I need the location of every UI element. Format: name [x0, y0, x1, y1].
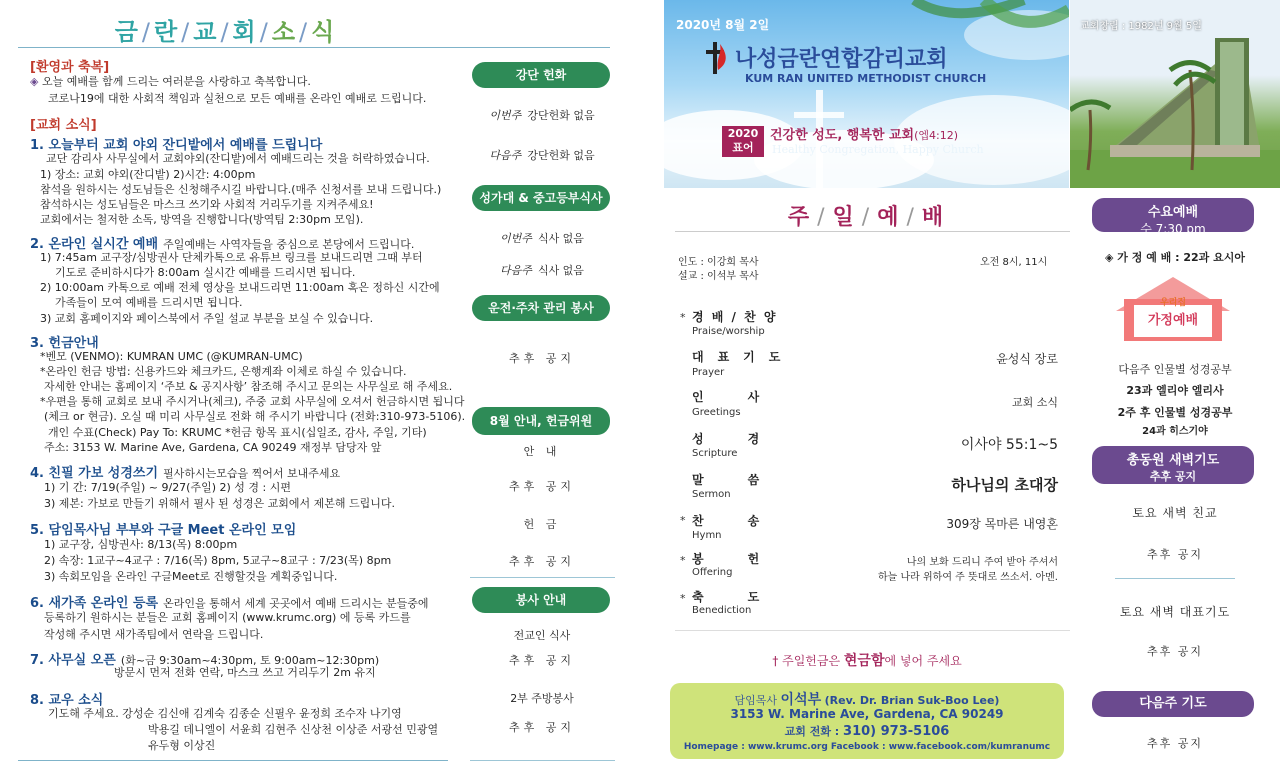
kitchen-value: 추후 공지 — [508, 721, 575, 734]
divider — [675, 231, 1070, 232]
order-item-en: Sermon — [692, 489, 731, 500]
news-title-char: 란 — [153, 18, 179, 46]
saturday-prayer: 토요 새벽 대표기도 — [1119, 605, 1231, 619]
church-name-en: KUM RAN UNITED METHODIST CHURCH — [745, 72, 987, 85]
news-item-heading: 8. 교우 소식 — [30, 693, 104, 708]
standing-mark: * — [680, 311, 686, 324]
standing-mark: * — [680, 514, 686, 527]
order-item-en: Prayer — [692, 367, 725, 378]
bible-study-after: 2주 후 인물별 성경공부 — [1117, 406, 1233, 419]
next-week-prayer-pill: 다음주 기도 — [1092, 691, 1254, 717]
news-item-heading: 5. 담임목사님 부부와 구글 Meet 온라인 모임 — [30, 523, 297, 538]
order-item-value: 윤성식 장로 — [996, 352, 1058, 366]
sermon-title: 하나님의 초대장 — [951, 476, 1058, 494]
order-item-value: 309장 목마른 내영혼 — [946, 517, 1058, 531]
news-item-line: 유두형 이상진 — [148, 739, 216, 752]
choir-next-week: 다음주 식사 없음 — [500, 264, 584, 277]
motto: 건강한 성도, 행복한 교회(엡4:12) — [770, 128, 959, 143]
bulletin-date: 2020년 8월 2일 — [676, 18, 770, 32]
altar-next-week: 다음주 강단헌화 없음 — [489, 149, 595, 162]
news-item-line: 기도로 준비하시다가 8:00am 실시간 예배를 드리시면 됩니다. — [55, 266, 356, 279]
news-item-line: 3) 교회 홈페이지와 페이스북에서 주일 설교 부분을 보실 수 있습니다. — [40, 312, 374, 325]
news-item-line: 2) 속장: 1교구~4교구 : 7/16(목) 8pm, 5교구~8교구 : 7/23(목) 8pm — [44, 554, 392, 567]
order-item-en: Benediction — [692, 605, 752, 616]
august-pill: 8월 안내, 헌금위원 — [472, 407, 610, 435]
bible-study-next: 다음주 인물별 성경공부 — [1118, 363, 1232, 376]
order-item-kr: 성경 — [692, 432, 804, 446]
news-title-char: 식 — [311, 18, 336, 46]
year-motto-badge: 2020 표어 — [722, 126, 764, 157]
news-title-char: 회 — [232, 18, 257, 46]
saturday-prayer-value: 추후 공지 — [1146, 645, 1203, 658]
news-item-line: *벤모 (VENMO): KUMRAN UMC (@KUMRAN-UMC) — [40, 350, 303, 363]
divider — [18, 47, 610, 48]
family-worship-logo: 우리집 가정예배 — [1114, 275, 1232, 343]
news-item-line: *온라인 헌금 방법: 신용카드와 체크카드, 은행계좌 이체로 하실 수 있습니다. — [40, 365, 407, 378]
welcome-line: 코로나19에 대한 사회적 책임과 실천으로 모든 예배를 온라인 예배로 드립니다. — [48, 92, 427, 105]
news-title-char: 소 — [271, 18, 297, 46]
church-phone: 교회 전화 : 310) 973-5106 — [784, 724, 950, 739]
divider — [1115, 578, 1235, 579]
welcome-line: ◈ 오늘 예배를 함께 드리는 여러분을 사랑하고 축복합니다. — [30, 75, 311, 88]
next-week-prayer-value: 추후 공지 — [1146, 737, 1203, 750]
dawn-prayer-pill: 총동원 새벽기도 추후 공지 — [1092, 446, 1254, 484]
order-item-kr: 말씀 — [692, 473, 804, 487]
news-item-heading: 6. 새가족 온라인 등록 온라인을 통해서 세계 곳곳에서 예배 드리시는 분들중에 — [30, 596, 429, 611]
news-title-char: 금 — [114, 18, 139, 46]
church-news-heading: [교회 소식] — [30, 118, 97, 133]
worship-times: 오전 8시, 11시 — [980, 257, 1048, 268]
news-item-line: 교단 감리사 사무실에서 교회야외(잔디밭)에서 예배드리는 것을 허락하였습니다. — [46, 152, 430, 165]
order-item-value: 나의 보화 드리니 주여 받아 주셔서 — [906, 557, 1058, 568]
news-item-line: 1) 장소: 교회 야외(잔디밭) 2)시간: 4:00pm — [40, 168, 256, 181]
order-item-en: Offering — [692, 567, 733, 578]
altar-this-week: 이번주 강단헌화 없음 — [489, 109, 595, 122]
bible-study-next-lesson: 23과 엘리야 엘리사 — [1126, 384, 1224, 397]
worship-title: 주 / 일 / 예 / 배 — [787, 205, 947, 230]
pastor-line: 담임목사 이석부 (Rev. Dr. Brian Suk-Boo Lee) — [734, 692, 1000, 708]
choir-this-week: 이번주 식사 없음 — [500, 232, 584, 245]
order-item-value: 하늘 나라 위하여 주 뜻대로 쓰소서. 아멘. — [878, 572, 1058, 583]
news-item-line: 방문시 먼저 전화 연락, 마스크 쓰고 거리두기 2m 유지 — [114, 666, 376, 679]
news-item-heading: 1. 오늘부터 교회 야외 잔디밭에서 예배를 드립니다 — [30, 138, 323, 153]
news-item-heading: 3. 헌금안내 — [30, 336, 99, 351]
order-item-en: Scripture — [692, 448, 738, 459]
order-item-en: Hymn — [692, 530, 722, 541]
church-web: Homepage : www.krumc.org Facebook : www.facebook.com/kumranumc — [683, 742, 1051, 752]
news-item-line: *우편을 통해 교회로 보내 주시거나(체크), 주중 교회 사무실에 오셔서 헌금하시면 됩니다 — [40, 395, 465, 408]
church-address: 3153 W. Marine Ave, Gardena, CA 90249 — [730, 707, 1004, 721]
news-item-line: 3) 제본: 가보로 만들기 위해서 필사 된 성경은 교회에서 제본해 드립니다. — [44, 497, 395, 510]
news-title-char: 교 — [193, 18, 218, 46]
worship-preacher: 설교 : 이석부 목사 — [678, 271, 759, 282]
family-worship: ◈ 가 정 예 배 : 22과 요시아 — [1105, 251, 1245, 264]
order-item-kr: 축도 — [692, 590, 804, 604]
news-item-line: 주소: 3153 W. Marine Ave, Gardena, CA 90249 재정부 담당자 앞 — [44, 441, 382, 454]
bible-study-after-lesson: 24과 히스기야 — [1142, 426, 1208, 437]
meal-label: 전교인 식사 — [513, 629, 571, 642]
news-item-line: 1) 교구장, 심방권사: 8/13(목) 8:00pm — [44, 538, 238, 551]
divider — [18, 760, 448, 761]
order-item-en: Greetings — [692, 407, 741, 418]
news-item-line: (체크 or 현금). 오실 때 미리 사무실로 전화 해 주시기 바랍니다 (전화:310-973-5106). — [44, 410, 466, 423]
offering-label: 헌 금 — [523, 518, 561, 531]
order-item-en: Praise/worship — [692, 326, 765, 337]
news-title: 금 / 란 / 교 / 회 / 소 / 식 — [114, 18, 336, 46]
divider — [470, 760, 615, 761]
news-item-line: 기도해 주세요. 강성순 김신애 김계숙 김종순 신필우 윤정희 조수자 나기영 — [48, 707, 402, 720]
news-item-line: 작성해 주시면 새가족팀에서 연락을 드립니다. — [44, 628, 264, 641]
altar-flowers-pill: 강단 헌화 — [472, 62, 610, 88]
standing-mark: * — [680, 554, 686, 567]
offering-value: 추후 공지 — [508, 555, 575, 568]
motto-en: Healthy Congregation, Happy Church — [772, 143, 984, 156]
news-item-line: 1) 기 간: 7/19(주일) ~ 9/27(주일) 2) 성 경 : 시편 — [44, 481, 292, 494]
news-item-line: 박용길 데니엘이 서윤희 김현주 신상천 이상준 서광선 민광열 — [148, 723, 439, 736]
news-item-line: 참석하시는 성도님들은 마스크 쓰기와 사회적 거리두기를 지켜주세요! — [40, 198, 374, 211]
news-item-line: 개인 수표(Check) Pay To: KRUMC *헌금 항목 표시(십일조, 감사, 주일, 기타) — [48, 426, 427, 439]
standing-mark: * — [680, 592, 686, 605]
guide-value: 추후 공지 — [508, 480, 575, 493]
meal-value: 추후 공지 — [508, 654, 575, 667]
divider — [675, 630, 1070, 631]
service-pill: 봉사 안내 — [472, 587, 610, 613]
order-item-kr: 인사 — [692, 390, 804, 404]
parking-value: 추후 공지 — [508, 352, 575, 365]
kitchen-label: 2부 주방봉사 — [510, 692, 574, 705]
order-item-value: 교회 소식 — [1011, 396, 1058, 409]
order-item-value: 이사야 55:1~5 — [960, 437, 1058, 453]
order-item-kr: 봉헌 — [692, 552, 804, 566]
founding-date: 교회창립 : 1982년 9월 5일 — [1080, 21, 1202, 32]
order-item-kr: 대표기도 — [692, 350, 795, 364]
news-item-heading: 2. 온라인 실시간 예배 주일예배는 사역자들을 중심으로 본당에서 드립니다. — [30, 237, 415, 252]
choir-meal-pill: 성가대 & 중고등부식사 — [472, 185, 610, 211]
news-item-line: 2) 10:00am 카톡으로 예배 전체 영상을 보내드리면 11:00am 혹은 정하신 시간에 — [40, 281, 440, 294]
order-item-kr: 찬송 — [692, 514, 804, 528]
diamond-icon: ◈ — [30, 75, 39, 88]
news-item-line: 자세한 안내는 홈페이지 ‘주보 & 공지사항’ 참조해 주시고 문의는 사무실로 해 주세요. — [44, 380, 453, 393]
news-item-line: 3) 속회모임을 온라인 구글Meet로 진행할것을 계획중입니다. — [44, 570, 338, 583]
worship-leader: 인도 : 이강희 목사 — [678, 257, 759, 268]
church-name-kr: 나성금란연합감리교회 — [735, 47, 948, 72]
news-item-line: 등록하기 원하시는 분들은 교회 홈페이지 (www.krumc.org) 에 등록 카드를 — [44, 611, 411, 624]
news-item-heading: 4. 친필 가보 성경쓰기 필사하시는모습을 찍어서 보내주세요 — [30, 466, 341, 481]
welcome-heading: [환영과 축복] — [30, 60, 110, 75]
wednesday-worship-pill: 수요예배 수 7:30 pm — [1092, 198, 1254, 232]
order-item-kr: 경 배 / 찬 양 — [692, 310, 778, 324]
news-item-line: 1) 7:45am 교구장/심방권사 단체카톡으로 유튜브 링크를 보내드리면 그때 부터 — [40, 251, 423, 264]
saturday-fellowship-value: 추후 공지 — [1146, 548, 1203, 561]
cross-flame-logo-icon — [704, 40, 730, 76]
news-item-line: 참석을 원하시는 성도님들은 신청해주시길 바랍니다.(매주 신청서를 보내 드립니다.) — [40, 183, 442, 196]
news-item-heading: 7. 사무실 오픈 (화~금 9:30am~4:30pm, 토 9:00am~12:30pm) — [30, 653, 380, 668]
parking-pill: 운전·주차 관리 봉사 — [472, 295, 610, 321]
news-item-line: 교회에서는 철저한 소독, 방역을 진행합니다(방역팀 2:30pm 모임). — [40, 213, 364, 226]
saturday-fellowship: 토요 새벽 친교 — [1132, 506, 1218, 520]
offering-note: † 주일헌금은 현금함에 넣어 주세요 — [772, 653, 962, 669]
news-item-line: 가족들이 모여 예배를 드리시면 됩니다. — [55, 296, 243, 309]
guide-label: 안 내 — [523, 445, 561, 458]
divider — [470, 577, 615, 578]
